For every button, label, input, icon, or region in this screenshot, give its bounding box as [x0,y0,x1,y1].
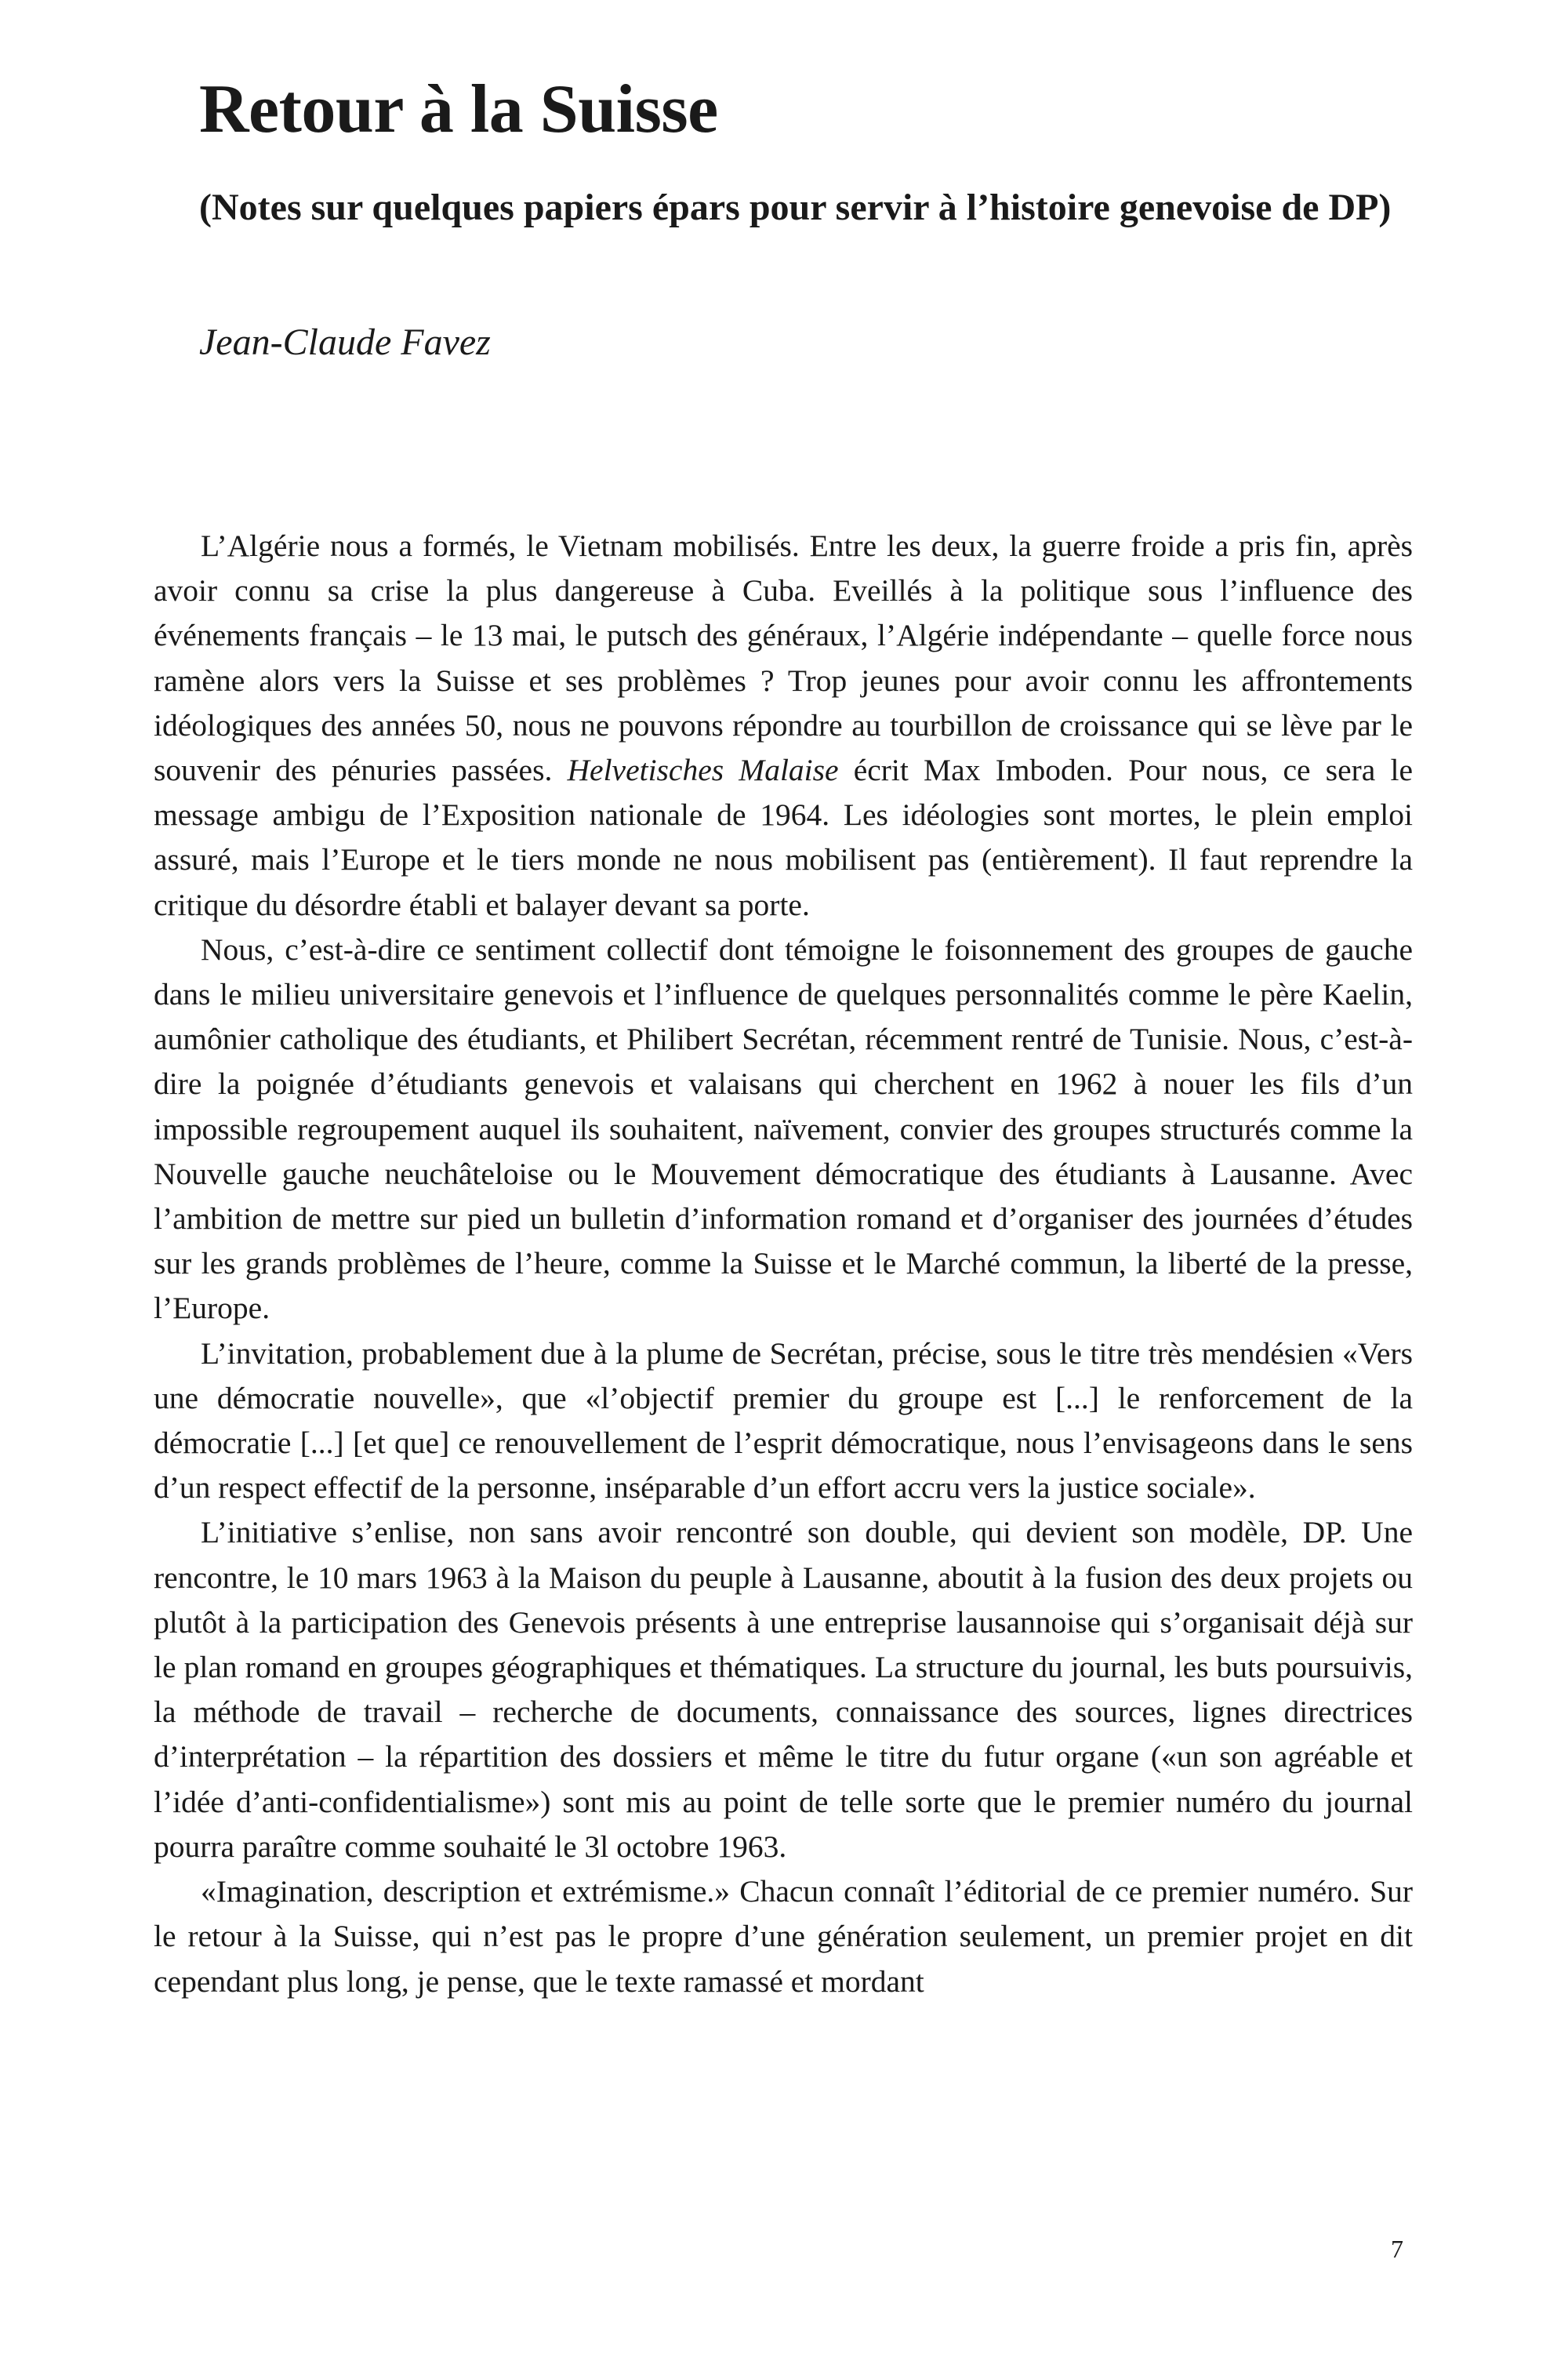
body-paragraph-5: «Imagination, description et extrémisme.» Chacun connaît l’éditorial de ce premier numéro. Sur le retour à la Suisse, qui n’est pas le propre d’une génération seulement, un premier projet en dit cependant plus long, je pense, que le texte ramassé et mordant [154,1874,1413,1999]
body-paragraph-2: Nous, c’est-à-dire ce sentiment collectif dont témoigne le foisonnement des groupes de gauche dans le milieu universitaire genevois et l’influence de quelques personnalités comme le père Kaelin, aumônier catholique des étudiants, et Philibert Secrétan, récemment rentré de Tunisie. Nous, c’est-à-dire la poignée d’étudiants genevois et valaisans qui cherchent en 1962 à nouer les fils d’un impossible regroupement auquel ils souhaitent, naïvement, convier des groupes structurés comme la Nouvelle gauche neuchâteloise ou le Mouvement démocratique des étudiants à Lausanne. Avec l’ambition de mettre sur pied un bulletin d’information romand et d’organiser des journées d’études sur les grands problèmes de l’heure, comme la Suisse et le Marché commun, la liberté de la presse, l’Europe. [154,932,1413,1326]
paragraph-1-text-a: L’Algérie nous a formés, le Vietnam mobilisés. Entre les deux, la guerre froide a pris fin, après avoir connu sa crise la plus dangereuse à Cuba. Eveillés à la politique sous l’influence des événements français – le 13 mai, le putsch des généraux, l’Algérie indépendante – quelle force nous ramène alors vers la Suisse et ses problèmes ? Trop jeunes pour avoir connu les affrontements idéologiques des années 50, nous ne pouvons répondre au tourbillon de croissance qui se lève par le souvenir des pénuries passées. [154,529,1413,788]
body-paragraph-4: L’initiative s’enlise, non sans avoir rencontré son double, qui devient son modèle, DP. Une rencontre, le 10 mars 1963 à la Maison du peuple à Lausanne, aboutit à la fusion des deux projets ou plutôt à la participation des Genevois présents à une entreprise lausannoise qui s’organisait déjà sur le plan romand en groupes géographiques et thématiques. La structure du journal, les buts poursuivis, la méthode de travail – recherche de documents, connaissance des sources, lignes directrices d’interprétation – la répartition des dossiers et même le titre du futur organe («un son agréable et l’idée d’anti-confidentialisme») sont mis au point de telle sorte que le premier numéro du journal pourra paraître comme souhaité le 3l octobre 1963. [154,1515,1413,1864]
page-number: 7 [1391,2235,1403,2263]
paragraph-1-text-b: écrit Max Imboden. Pour nous, ce sera le message ambigu de l’Exposition nationale de 1964. Les idéologies sont mortes, le plein emploi assuré, mais l’Europe et le tiers monde ne nous mobilisent pas (entièrement). Il faut reprendre la critique du désordre établi et balayer devant sa porte. [154,753,1414,922]
body-paragraph-1 [154,524,1413,928]
paragraph-1-italic-phrase: Helvetisches Malaise [567,753,839,788]
article-author: Jean-Claude Favez [199,321,491,363]
body-paragraph-3: L’invitation, probablement due à la plume de Secrétan, précise, sous le titre très mendésien «Vers une démocratie nouvelle», que «l’objectif premier du groupe est [...] le renforcement de la démocratie [...] [et que] ce renouvellement de l’esprit démocratique, nous l’envisageons dans le sens d’un respect effectif de la personne, inséparable d’un effort accru vers la justice sociale». [154,1335,1413,1506]
article-subtitle: (Notes sur quelques papiers épars pour servir à l’histoire genevoise de DP) [199,187,1392,228]
article-body [154,524,1413,2004]
article-title: Retour à la Suisse [199,71,718,147]
